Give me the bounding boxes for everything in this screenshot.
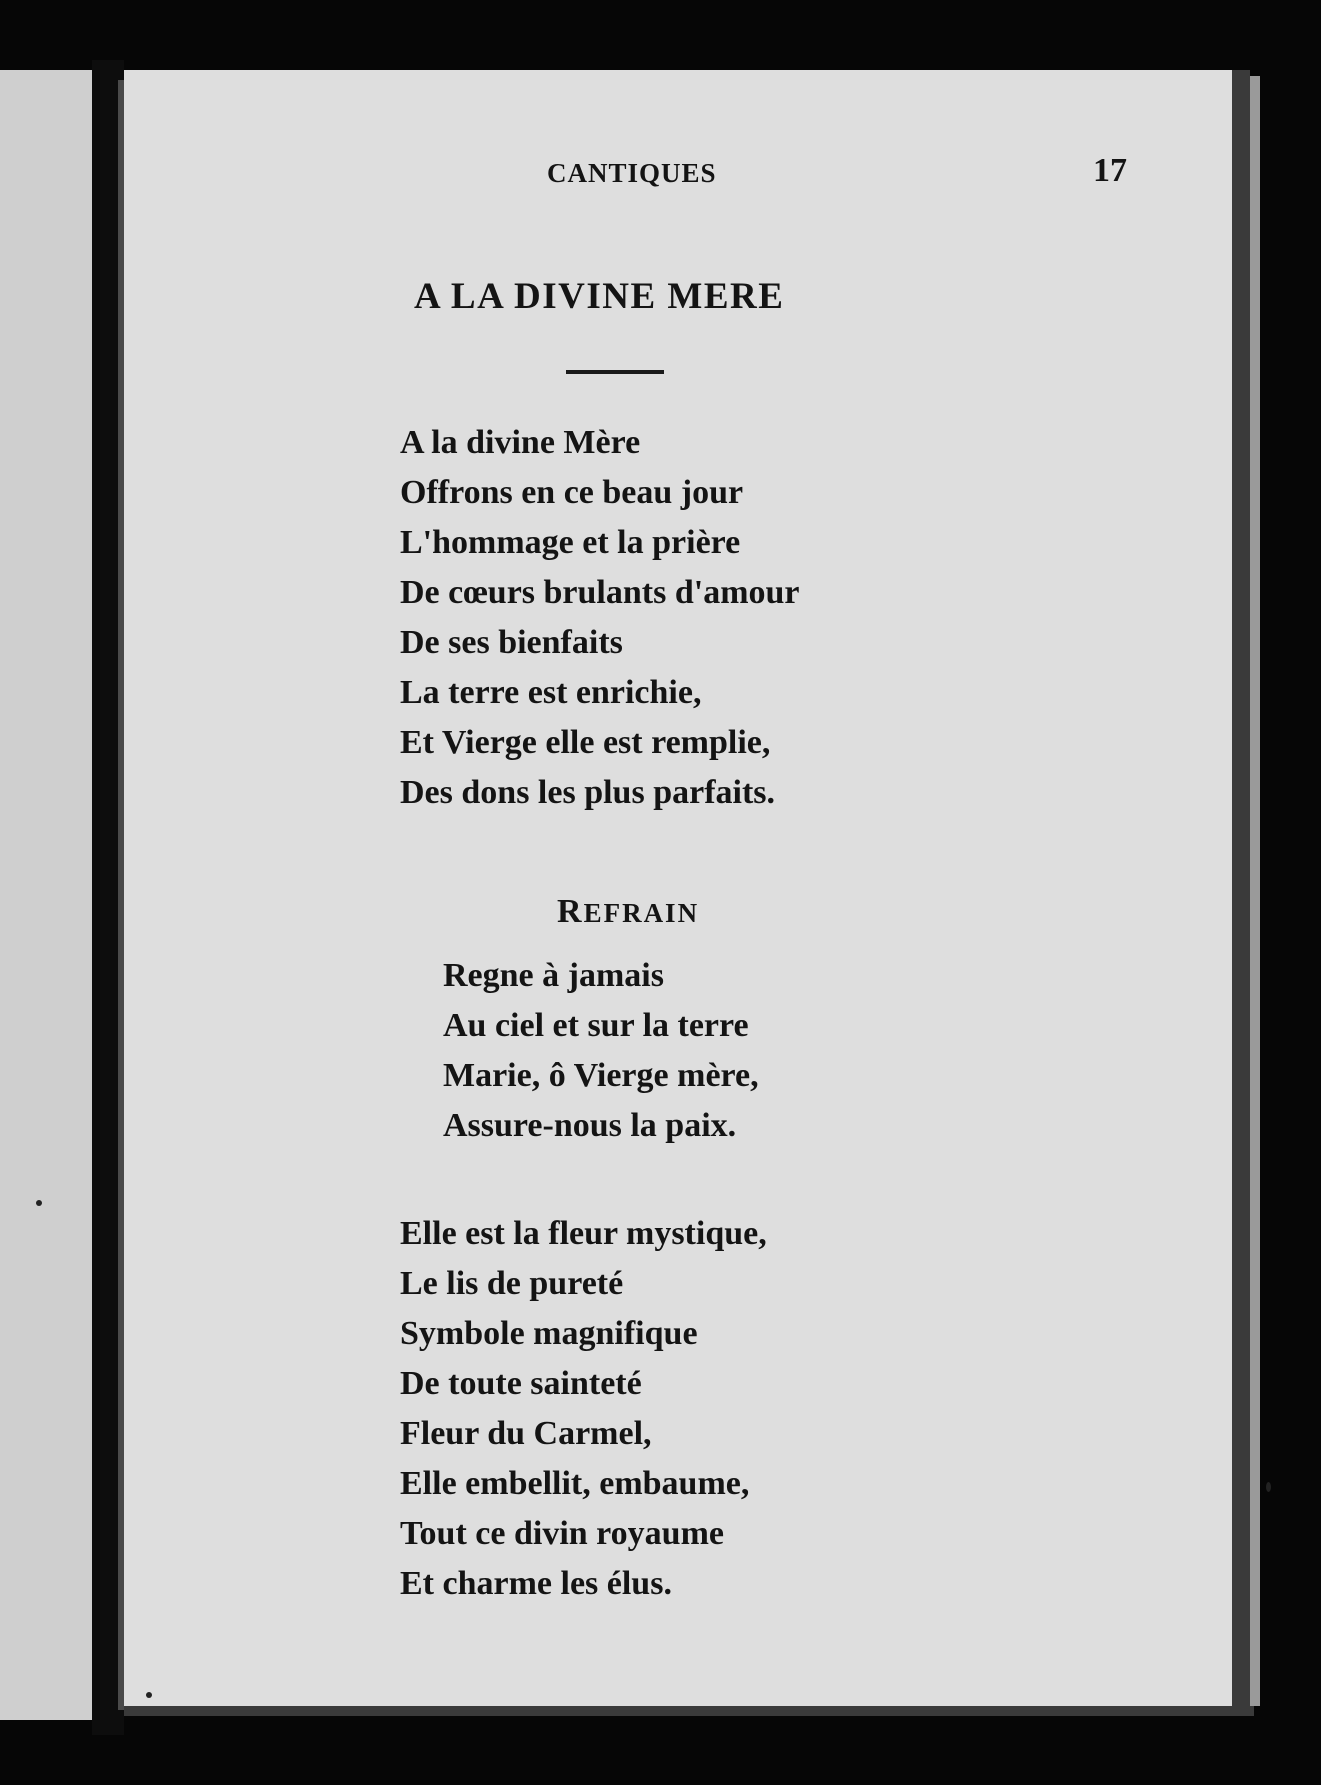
scan-speck — [36, 1200, 42, 1206]
verse-line: Tout ce divin royaume — [400, 1515, 724, 1552]
refrain-label — [557, 893, 699, 931]
title-rule — [566, 370, 664, 374]
verse-line: Le lis de pureté — [400, 1265, 624, 1302]
scan-speck — [1266, 1482, 1271, 1492]
verse-line: La terre est enrichie, — [400, 674, 702, 711]
verse-line: A la divine Mère — [400, 424, 641, 461]
verse-line: De ses bienfaits — [400, 624, 623, 661]
refrain-label-initial: R — [557, 893, 584, 930]
verse-line: Fleur du Carmel, — [400, 1415, 652, 1452]
verse-line: Symbole magnifique — [400, 1315, 698, 1352]
refrain — [443, 951, 759, 1151]
page-number: 17 — [1093, 152, 1127, 189]
verse-line: De cœurs brulants d'amour — [400, 574, 800, 611]
verse-line: Des dons les plus parfaits. — [400, 774, 776, 811]
refrain-label-rest: EFRAIN — [583, 898, 700, 928]
page-bottom-edge — [124, 1706, 1254, 1716]
page-right-edge-light — [1250, 76, 1260, 1706]
refrain-line: Au ciel et sur la terre — [443, 1007, 749, 1044]
stanza-1 — [400, 418, 800, 818]
verse-line: Et charme les élus. — [400, 1565, 672, 1602]
refrain-line: Marie, ô Vierge mère, — [443, 1057, 759, 1094]
verse-line: De toute sainteté — [400, 1365, 642, 1402]
stanza-2 — [400, 1209, 767, 1609]
refrain-line: Regne à jamais — [443, 957, 664, 994]
page-right-edge — [1232, 70, 1250, 1710]
running-head: CANTIQUES — [547, 158, 717, 188]
hymn-title: A LA DIVINE MERE — [414, 276, 785, 317]
verse-line: Elle embellit, embaume, — [400, 1465, 750, 1502]
refrain-line: Assure-nous la paix. — [443, 1107, 737, 1144]
previous-page-edge — [0, 70, 92, 1720]
verse-line: L'hommage et la prière — [400, 524, 741, 561]
verse-line: Et Vierge elle est remplie, — [400, 724, 771, 761]
verse-line: Elle est la fleur mystique, — [400, 1215, 767, 1252]
verse-line: Offrons en ce beau jour — [400, 474, 744, 511]
scan-speck — [146, 1692, 152, 1698]
